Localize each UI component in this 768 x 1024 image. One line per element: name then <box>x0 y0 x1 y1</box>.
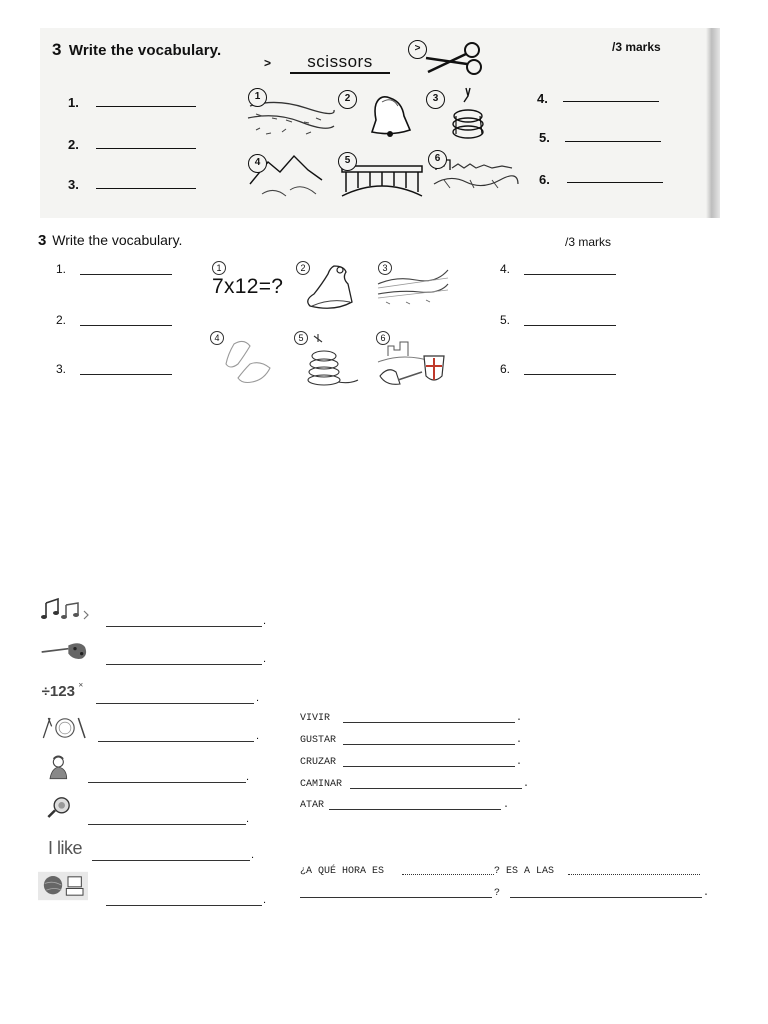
s2-item-6: 6. <box>500 362 511 376</box>
time-answer-3[interactable] <box>300 897 492 898</box>
scissors-icon <box>422 40 484 78</box>
svg-text:×: × <box>78 679 84 690</box>
verb-caminar: CAMINAR <box>300 779 343 790</box>
verb-answer-2[interactable] <box>343 744 515 745</box>
paintbrush-icon <box>40 636 90 668</box>
plate-cutlery-icon <box>40 712 90 744</box>
s1-item-3: 3. <box>68 177 79 192</box>
s2-item-4: 4. <box>500 262 511 276</box>
i-like-label: I like <box>48 838 83 858</box>
answer-line-child[interactable] <box>88 782 246 783</box>
period: . <box>246 771 250 783</box>
s1-answer-4[interactable] <box>563 101 659 102</box>
answer-line-science[interactable] <box>88 824 246 825</box>
s2-item-2: 2. <box>56 313 67 327</box>
s2-item-5: 5. <box>500 313 511 327</box>
verb-answer-5[interactable] <box>329 809 501 810</box>
numbers-maths-icon <box>40 675 90 707</box>
s2-item-3: 3. <box>56 362 67 376</box>
s2-pic-label-5: 5 <box>294 331 308 345</box>
s2-pic-label-2: 2 <box>296 261 310 275</box>
example-arrow: > <box>264 56 272 70</box>
period: . <box>516 757 523 768</box>
answer-line-music[interactable] <box>106 626 262 627</box>
time-answer-4[interactable] <box>510 897 702 898</box>
verb-vivir: VIVIR <box>300 713 331 724</box>
s2-pic-label-4: 4 <box>210 331 224 345</box>
period: . <box>263 653 267 665</box>
scan-shadow-edge <box>706 28 720 218</box>
s2-answer-5[interactable] <box>524 325 616 326</box>
period: . <box>256 730 260 742</box>
example-circle: > <box>408 40 427 59</box>
verb-answer-4[interactable] <box>350 788 522 789</box>
s2-pic-label-6: 6 <box>376 331 390 345</box>
s1-answer-2[interactable] <box>96 148 196 149</box>
time-question-mark: ? <box>494 888 501 899</box>
time-period: . <box>703 888 710 899</box>
period: . <box>516 735 523 746</box>
s1-pic-label-1: 1 <box>248 88 267 107</box>
period: . <box>251 849 255 861</box>
ball-computer-icon <box>38 870 88 902</box>
rope-picture-icon <box>448 86 494 146</box>
magnifying-glass-icon <box>40 791 90 823</box>
s1-pic-label-5: 5 <box>338 152 357 171</box>
time-question-mid: ? ES A LAS <box>494 866 555 877</box>
svg-text:÷123: ÷123 <box>41 683 75 700</box>
s1-item-2: 2. <box>68 137 79 152</box>
period: . <box>256 692 260 704</box>
verb-atar: ATAR <box>300 800 325 811</box>
period: . <box>523 779 530 790</box>
s1-pic-label-2: 2 <box>338 90 357 109</box>
s1-pic-label-3: 3 <box>426 90 445 109</box>
s1-answer-3[interactable] <box>96 188 196 189</box>
s1-answer-5[interactable] <box>565 141 661 142</box>
period: . <box>246 813 250 825</box>
section1-title: 3 Write the vocabulary. <box>52 40 222 59</box>
verb-answer-1[interactable] <box>343 722 515 723</box>
time-answer-2[interactable] <box>568 874 700 875</box>
period: . <box>503 800 510 811</box>
tights-picture-icon <box>220 334 282 388</box>
answer-line-like[interactable] <box>92 860 250 861</box>
s1-item-6: 6. <box>539 172 550 187</box>
answer-line-maths[interactable] <box>96 703 254 704</box>
child-icon <box>40 751 90 783</box>
s2-pic-label-3: 3 <box>378 261 392 275</box>
time-answer-1[interactable] <box>402 874 494 875</box>
answer-line-hobbies[interactable] <box>106 905 262 906</box>
period: . <box>263 894 267 906</box>
s2-pic-label-1: 1 <box>212 261 226 275</box>
s1-item-1: 1. <box>68 95 79 110</box>
s2-answer-6[interactable] <box>524 374 616 375</box>
answer-line-paint[interactable] <box>106 664 262 665</box>
section1-marks: /3 marks <box>612 40 661 54</box>
verb-answer-3[interactable] <box>343 766 515 767</box>
period: . <box>516 713 523 724</box>
rope-picture-icon <box>300 332 362 390</box>
s1-item-4: 4. <box>537 91 548 106</box>
section2-title: 3 Write the vocabulary. <box>38 232 183 249</box>
time-question-start: ¿A QUÉ HORA ES <box>300 866 385 877</box>
math-problem: 7x12=? <box>212 275 284 298</box>
bell-picture-icon <box>362 92 416 142</box>
s2-answer-3[interactable] <box>80 374 172 375</box>
music-notes-icon <box>40 593 90 625</box>
s1-answer-1[interactable] <box>96 106 196 107</box>
verb-cruzar: CRUZAR <box>300 757 337 768</box>
s1-pic-label-6: 6 <box>428 150 447 169</box>
section2-marks: /3 marks <box>565 235 612 249</box>
s2-answer-1[interactable] <box>80 274 172 275</box>
s1-item-5: 5. <box>539 130 550 145</box>
s1-pic-label-4: 4 <box>248 154 267 173</box>
s2-answer-4[interactable] <box>524 274 616 275</box>
answer-line-lunch[interactable] <box>98 741 254 742</box>
s2-answer-2[interactable] <box>80 325 172 326</box>
verb-gustar: GUSTAR <box>300 735 337 746</box>
example-word: scissors <box>290 52 390 74</box>
s1-answer-6[interactable] <box>567 182 663 183</box>
period: . <box>263 615 267 627</box>
s2-item-1: 1. <box>56 262 67 276</box>
